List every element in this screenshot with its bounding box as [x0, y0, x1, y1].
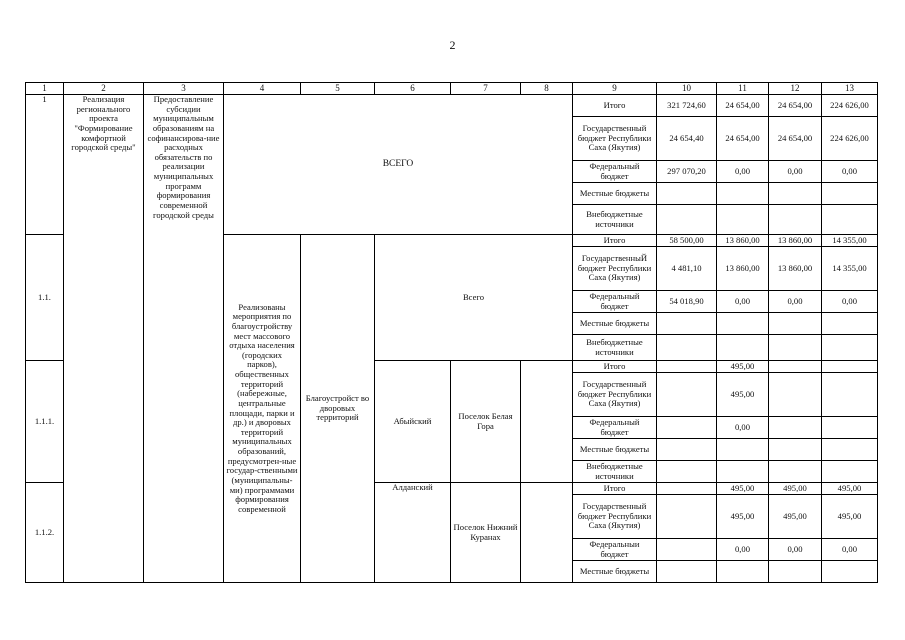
source-label: Федеральный бюджет: [573, 291, 657, 313]
value-cell: 24 654,00: [717, 117, 769, 161]
source-label: Внебюджетные источники: [573, 205, 657, 235]
column-header: 9: [573, 83, 657, 95]
value-cell: 495,00: [769, 495, 822, 539]
column-header: 13: [822, 83, 878, 95]
row-number: 1.1.1.: [26, 361, 64, 483]
source-label: Местные бюджеты: [573, 313, 657, 335]
value-cell: 58 500,00: [657, 235, 717, 247]
source-label: ГосударственныЙ бюджет Республики Саха (Якутия): [573, 247, 657, 291]
value-cell: 495,00: [717, 373, 769, 417]
source-label: Итого: [573, 361, 657, 373]
settlement-name: Поселок Белая Гора: [451, 361, 521, 483]
value-cell: 0,00: [769, 161, 822, 183]
value-cell: 495,00: [717, 483, 769, 495]
column-header: 2: [64, 83, 144, 95]
value-cell: 0,00: [822, 291, 878, 313]
source-label: Государственный бюджет Республики Саха (Якутия): [573, 495, 657, 539]
column-header: 1: [26, 83, 64, 95]
value-cell: 0,00: [717, 417, 769, 439]
source-label: Итого: [573, 95, 657, 117]
value-cell: 0,00: [717, 291, 769, 313]
source-label: Итого: [573, 235, 657, 247]
value-cell: 321 724,60: [657, 95, 717, 117]
value-cell: 495,00: [717, 361, 769, 373]
column-header: 11: [717, 83, 769, 95]
value-cell: 24 654,00: [769, 95, 822, 117]
value-cell: 13 860,00: [769, 247, 822, 291]
value-cell: 0,00: [769, 291, 822, 313]
source-label: Федеральный бюджет: [573, 161, 657, 183]
source-label: Местные бюджеты: [573, 561, 657, 583]
value-cell: 0,00: [822, 539, 878, 561]
value-cell: 14 355,00: [822, 235, 878, 247]
source-label: Федеральныи бюджет: [573, 539, 657, 561]
source-label: Государственный бюджет Республики Саха (Якутия): [573, 117, 657, 161]
column-header: 5: [301, 83, 375, 95]
value-cell: 0,00: [822, 161, 878, 183]
total-label: ВСЕГО: [224, 95, 573, 235]
column-header: 12: [769, 83, 822, 95]
value-cell: 0,00: [717, 539, 769, 561]
value-cell: 4 481,10: [657, 247, 717, 291]
district-name: Абыйский: [375, 361, 451, 483]
budget-table: [25, 82, 878, 583]
value-cell: 224 626,00: [822, 117, 878, 161]
value-cell: 0,00: [717, 161, 769, 183]
project-name: Реализация регионального проекта "Формирование комфортной городской среды": [64, 95, 144, 583]
source-label: Местные бюджеты: [573, 439, 657, 461]
row-number: 1.1.2.: [26, 483, 64, 583]
total-label: Всего: [375, 235, 573, 361]
source-label: Местные бюджеты: [573, 183, 657, 205]
value-cell: 0,00: [769, 539, 822, 561]
source-label: Внебюджетные источники: [573, 461, 657, 483]
column-header: 4: [224, 83, 301, 95]
value-cell: 495,00: [822, 495, 878, 539]
work-type: Благоустройст во дворовых территорий: [301, 235, 375, 583]
value-cell: 495,00: [717, 495, 769, 539]
value-cell: 14 355,00: [822, 247, 878, 291]
source-label: Государственный бюджет Республики Саха (Якутия): [573, 373, 657, 417]
source-label: Внебюджетные источники: [573, 335, 657, 361]
value-cell: 13 860,00: [769, 235, 822, 247]
row-number: 1.1.: [26, 235, 64, 361]
value-cell: 297 070,20: [657, 161, 717, 183]
value-cell: 24 654,00: [769, 117, 822, 161]
event-name: Предоставление субсидии муниципальным образованиям на софинансирова-ние расходных обязательств по реализации муниципальных программ формирования современной городской среды: [144, 95, 224, 583]
column-header: 6: [375, 83, 451, 95]
value-cell: 224 626,00: [822, 95, 878, 117]
table-row: [26, 95, 878, 117]
column-header: 7: [451, 83, 521, 95]
result-description: Реализованы мероприятия по благоустройству мест массового отдыха населения (городских парков), общественных территорий (набережные, центральные площади, парки и др.) и дворовых территорий муниципальных образований, предусмотрен-ные государ-ственными (муниципальны-ми) программами формирования современной: [224, 235, 301, 583]
column-header-row: [26, 83, 878, 95]
source-label: Итого: [573, 483, 657, 495]
column-header: 8: [521, 83, 573, 95]
column-header: 10: [657, 83, 717, 95]
value-cell: 24 654,00: [717, 95, 769, 117]
column-header: 3: [144, 83, 224, 95]
row-number: 1: [26, 95, 64, 235]
value-cell: 495,00: [769, 483, 822, 495]
page-number: 2: [449, 38, 456, 52]
value-cell: 13 860,00: [717, 235, 769, 247]
value-cell: 24 654,40: [657, 117, 717, 161]
district-name: Алданский: [375, 483, 451, 583]
value-cell: 13 860,00: [717, 247, 769, 291]
value-cell: 54 018,90: [657, 291, 717, 313]
settlement-name: Поселок Нижний Куранах: [451, 483, 521, 583]
source-label: Федеральный бюджет: [573, 417, 657, 439]
value-cell: 495,00: [822, 483, 878, 495]
